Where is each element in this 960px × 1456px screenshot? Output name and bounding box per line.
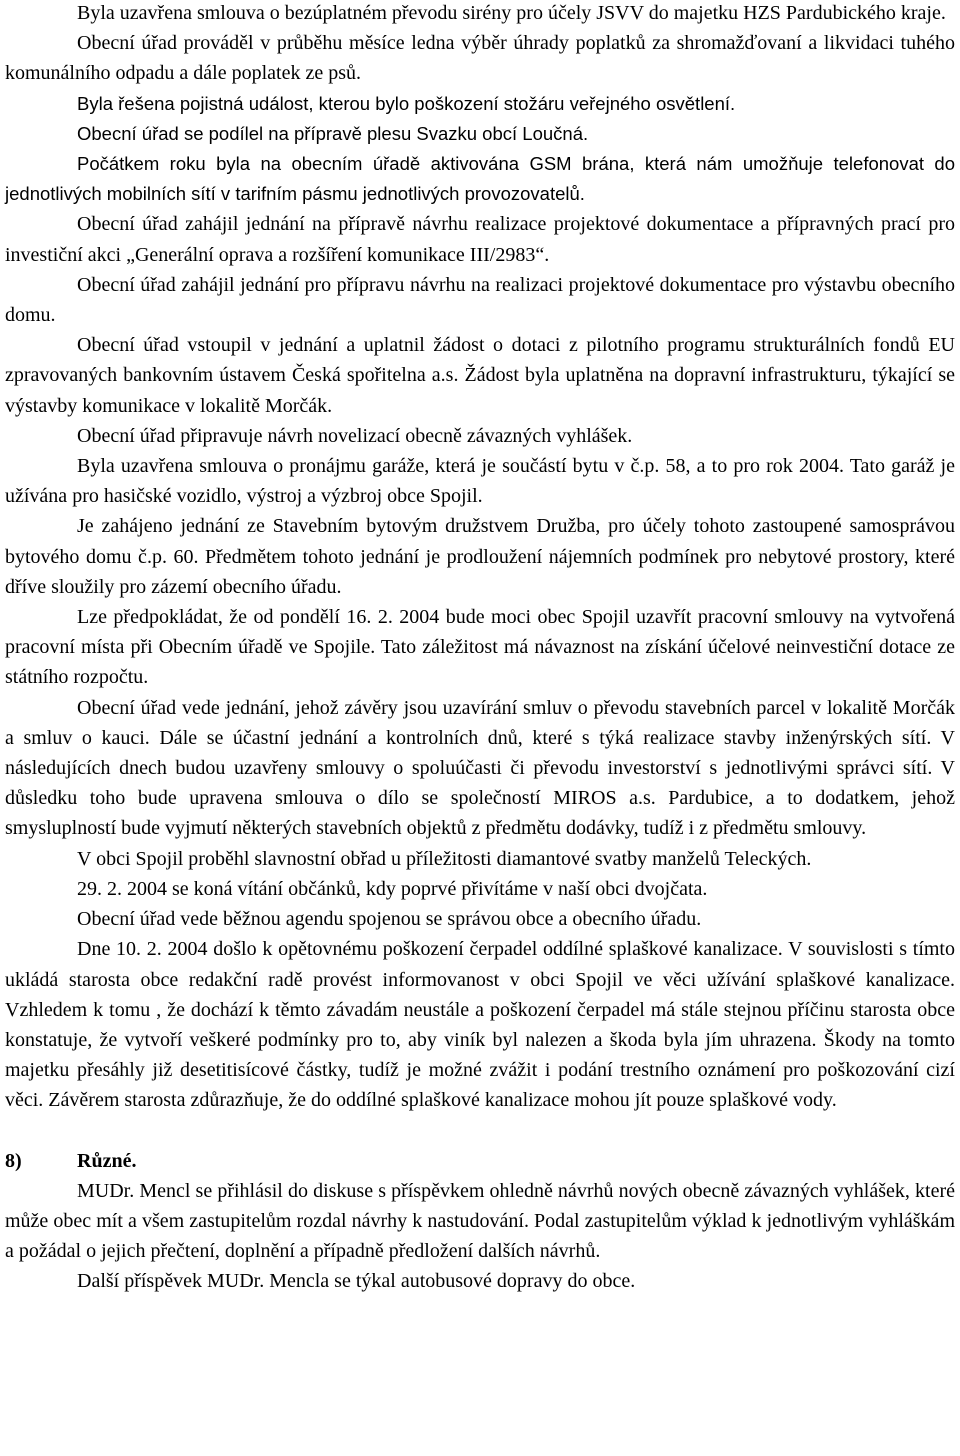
section-heading <box>5 1146 955 1176</box>
section-number: 8) <box>5 1149 22 1172</box>
paragraph-eu-subsidy: Obecní úřad vstoupil v jednání a uplatnil žádost o dotaci z pilotního programu strukturálních fondů EU zpravovaných bankovním ústavem Česká spořitelna a.s. Žádost byla uplatněna na dopravní infrastrukturu, týkající se výstavby komunikace v lokalitě Morčák. <box>5 334 955 417</box>
paragraph-siren-transfer: Byla uzavřena smlouva o bezúplatném převodu sirény pro účely JSVV do majetku HZS Pardubického kraje. <box>77 2 946 24</box>
paragraph-sewer-damage: Dne 10. 2. 2004 došlo k opětovnému poškození čerpadel oddílné splaškové kanalizace. V souvislosti s tímto ukládá starosta obce redakční radě provést informovanost v obci Spojil ve věci užívání splaškové kanalizace. Vzhledem k tomu , že dochází k těmto závadám neustále a poškození čerpadel má stále stejnou příčinu starosta obce konstatuje, že vytvoří veškeré podmínky pro to, aby viník byl nalezen a škoda byla jím uhrazena. Škody na tomto majetku přesáhly již desetitisícové částky, tudíž je možné zvážit i podání trestního oznámení pro poškozování cizí věci. Závěrem starosta zdůrazňuje, že do oddílné splaškové kanalizace mohou jít pouze splaškové vody. <box>5 938 955 1112</box>
paragraph-garage-lease: Byla uzavřena smlouva o pronájmu garáže, která je součástí bytu v č.p. 58, a to pro rok 2004. Tato garáž je užívána pro hasičské vozidlo, výstroj a výzbroj obce Spojil. <box>5 455 955 508</box>
paragraph-ball-preparation: Obecní úřad se podílel na přípravě plesu Svazku obcí Loučná. <box>77 122 589 144</box>
paragraph-ordinances: Obecní úřad připravuje návrh novelizací obecně závazných vyhlášek. <box>77 424 633 447</box>
paragraph-routine-agenda: Obecní úřad vede běžnou agendu spojenou se správou obce a obecního úřadu. <box>77 908 702 931</box>
paragraph-housing-cooperative: Je zahájeno jednání ze Stavebním bytovým družstvem Družba, pro účely tohoto zastoupené samosprávou bytového domu č.p. 60. Předmětem tohoto jednání je prodloužení nájemních podmínek pro nebytové prostory, které dříve sloužily pro zázemí obecního úřadu. <box>5 515 955 598</box>
paragraph-diamond-wedding: V obci Spojil proběhl slavnostní obřad u příležitosti diamantové svatby manželů Teleckých. <box>77 847 812 870</box>
paragraph-insurance-event: Byla řešena pojistná událost, kterou bylo poškození stožáru veřejného osvětlení. <box>77 92 736 114</box>
paragraph-bus-transport: Další příspěvek MUDr. Mencla se týkal autobusové dopravy do obce. <box>77 1270 636 1293</box>
paragraph-ordinance-proposals: MUDr. Mencl se přihlásil do diskuse s příspěvkem ohledně návrhů nových obecně závazných vyhlášek, které může obec mít a všem zastupitelům rozdal návrhy k nastudování. Podal zastupitelům výklad k jednotlivým vyhláškám a požádal o jejich přečtení, doplnění a případně předložení dalších návrhů. <box>5 1179 955 1263</box>
paragraph-waste-fees: Obecní úřad prováděl v průběhu měsíce ledna výběr úhrady poplatků za shromažďovaní a likvidaci tuhého komunálního odpadu a dále poplatek ze psů. <box>5 32 955 85</box>
paragraph-employment: Lze předpokládat, že od pondělí 16. 2. 2004 bude moci obec Spojil uzavřít pracovní smlouvy na vytvořená pracovní místa při Obecním úřadě ve Spojile. Tato záležitost má návaznost na získání účelové neinvestiční dotace ze státního rozpočtu. <box>5 606 955 689</box>
paragraph-community-house: Obecní úřad zahájil jednání pro přípravu návrhu na realizaci projektové dokumentace pro výstavbu obecního domu. <box>5 273 955 327</box>
section-title: Různé. <box>77 1149 137 1172</box>
paragraph-welcoming-citizens: 29. 2. 2004 se koná vítání občánků, kdy poprvé přivítáme v naší obci dvojčata. <box>77 877 708 900</box>
section-spacer <box>5 1116 955 1146</box>
paragraph-road-project: Obecní úřad zahájil jednání na přípravě návrhu realizace projektové dokumentace a přípravných prací pro investiční akci „Generální oprava a rozšíření komunikace III/2983“. <box>5 213 955 266</box>
paragraph-gsm-gateway: Počátkem roku byla na obecním úřadě aktivována GSM brána, která nám umožňuje telefonovat do jednotlivých mobilních sítí v tarifním pásmu jednotlivých provozovatelů. <box>5 153 955 205</box>
paragraph-building-plots: Obecní úřad vede jednání, jehož závěry jsou uzavírání smluv o převodu stavebních parcel v lokalitě Morčák a smluv o kauci. Dále se účastní jednání a kontrolních dnů, které s týká realizace stavby inženýrských sítí. V následujících dnech budou uzavřeny smlouvy o spoluúčasti či převodu investorství s jednotlivými správci sítí. V důsledku toho bude upravena smlouva o dílo se společností MIROS a.s. Pardubice, a to dodatkem, jehož smysluplností bude vyjmutí některých stavebních objektů z předmětu dodávky, tudíž i z předmětu smlouvy. <box>5 696 955 840</box>
